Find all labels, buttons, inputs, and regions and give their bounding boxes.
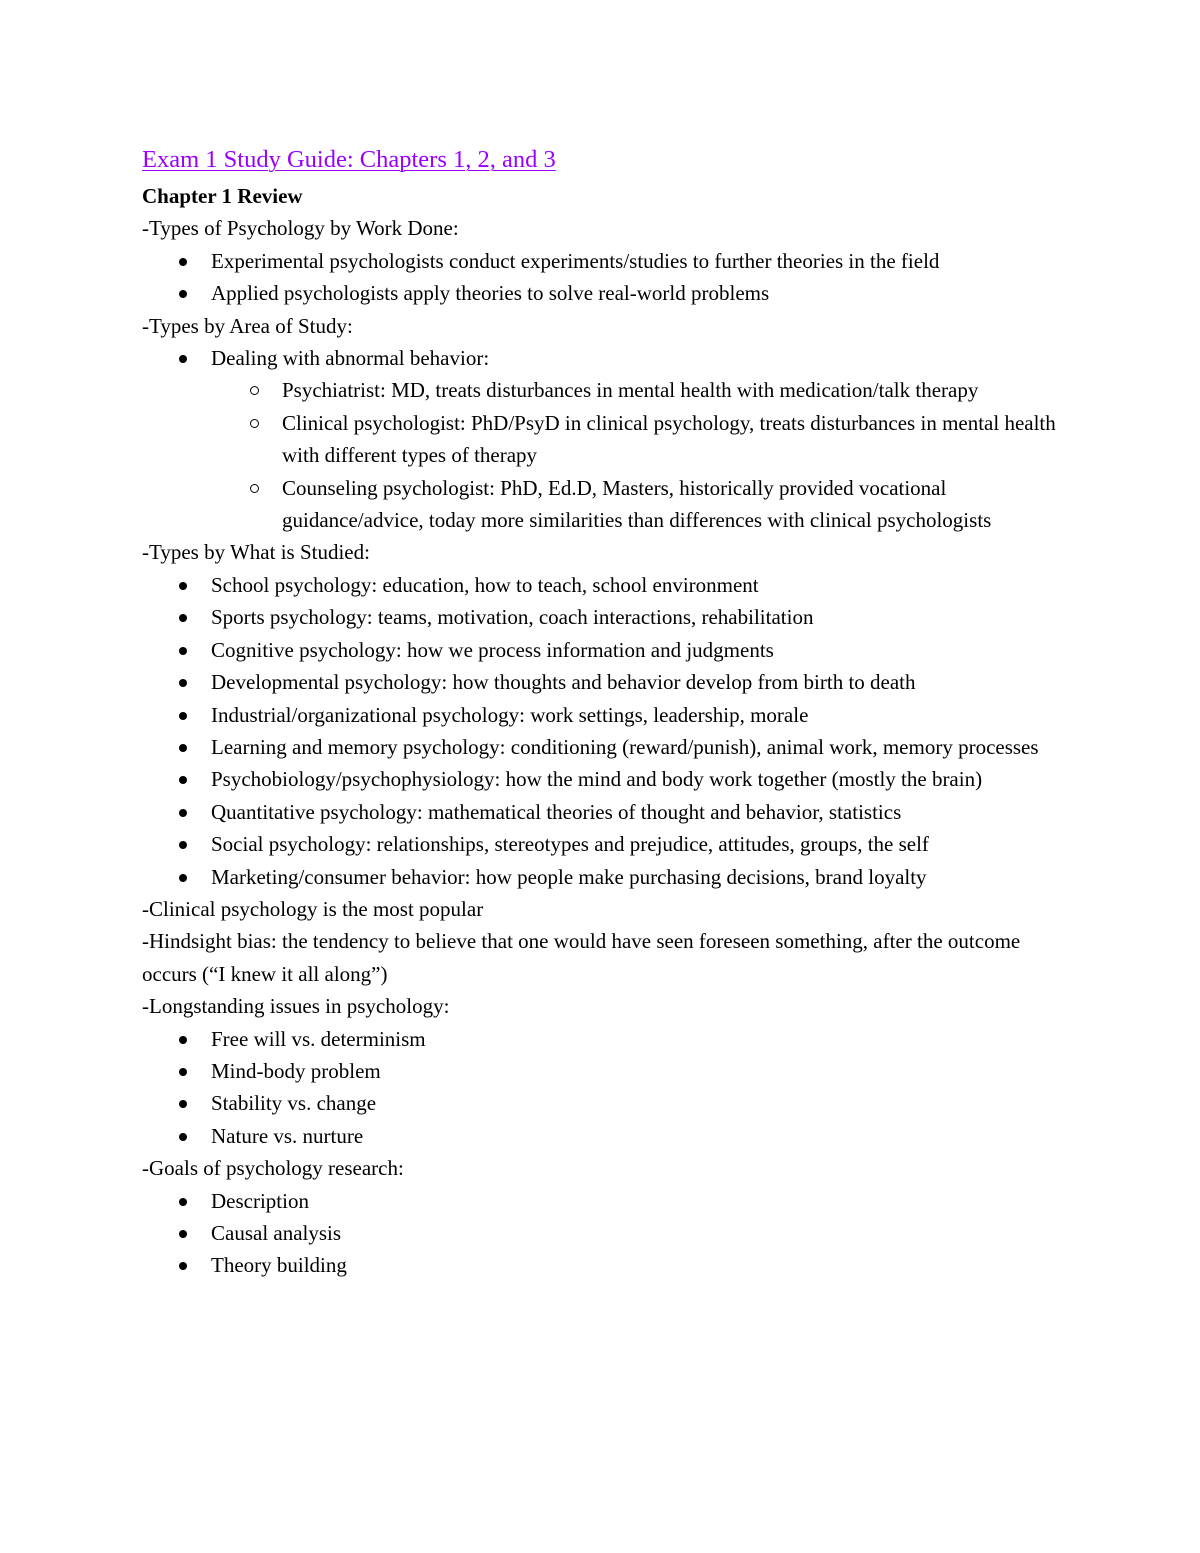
section-heading: -Types by Area of Study: xyxy=(142,313,353,338)
bullet-icon xyxy=(179,1262,187,1270)
list-item-text: Description xyxy=(211,1188,309,1213)
chapter-heading: Chapter 1 Review xyxy=(142,184,303,208)
bullet-icon xyxy=(179,647,187,655)
bullet-list xyxy=(142,1023,1062,1153)
sub-list-item xyxy=(142,407,1062,472)
bullet-icon xyxy=(179,614,187,622)
list-item xyxy=(142,861,1062,893)
list-item-text: Industrial/organizational psychology: work settings, leadership, morale xyxy=(211,702,809,727)
sub-list-item-text: Counseling psychologist: PhD, Ed.D, Masters, historically provided vocational guidance/advice, today more similarities than differences with clinical psychologists xyxy=(282,475,992,533)
bullet-icon xyxy=(179,874,187,882)
list-item-text: Applied psychologists apply theories to solve real-world problems xyxy=(211,281,770,306)
list-item xyxy=(142,1055,1062,1087)
list-item-text: Social psychology: relationships, stereotypes and prejudice, attitudes, groups, the self xyxy=(211,832,929,857)
list-item xyxy=(142,277,1062,309)
sub-list-item-text: Psychiatrist: MD, treats disturbances in mental health with medication/talk therapy xyxy=(282,378,979,403)
list-item-text: Psychobiology/psychophysiology: how the mind and body work together (mostly the brain) xyxy=(211,767,983,792)
bullet-icon xyxy=(179,258,187,266)
list-item-text: Dealing with abnormal behavior: xyxy=(211,346,490,371)
list-item xyxy=(142,763,1062,795)
bullet-icon xyxy=(179,582,187,590)
list-item-text: School psychology: education, how to teach, school environment xyxy=(211,572,759,597)
bullet-list xyxy=(142,342,1062,374)
list-item xyxy=(142,731,1062,763)
list-item xyxy=(142,828,1062,860)
section-heading: -Types by What is Studied: xyxy=(142,540,370,565)
list-item-text: Quantitative psychology: mathematical theories of thought and behavior, statistics xyxy=(211,799,902,824)
list-item xyxy=(142,1023,1062,1055)
list-item-text: Causal analysis xyxy=(211,1221,342,1245)
bullet-icon xyxy=(179,1133,187,1141)
list-item xyxy=(142,796,1062,828)
list-item xyxy=(142,342,1062,374)
document-title[interactable]: Exam 1 Study Guide: Chapters 1, 2, and 3 xyxy=(142,146,556,173)
section-heading: -Hindsight bias: the tendency to believe that one would have seen foreseen something, after the outcome occurs (“I knew it all along”) xyxy=(142,929,1021,986)
hollow-bullet-icon xyxy=(250,484,259,493)
list-item xyxy=(142,569,1062,601)
hollow-bullet-icon xyxy=(250,386,259,395)
sub-list-item-text: Clinical psychologist: PhD/PsyD in clinical psychology, treats disturbances in mental health with different types of therapy xyxy=(282,410,1056,468)
list-item xyxy=(142,601,1062,633)
list-item xyxy=(142,1087,1062,1119)
section-heading: -Types of Psychology by Work Done: xyxy=(142,216,459,241)
list-item xyxy=(142,1120,1062,1152)
list-item-text: Developmental psychology: how thoughts and behavior develop from birth to death xyxy=(211,670,916,695)
bullet-icon xyxy=(179,1100,187,1108)
bullet-list xyxy=(142,569,1062,893)
hollow-bullet-icon xyxy=(250,419,259,428)
list-item xyxy=(142,699,1062,731)
bullet-icon xyxy=(179,744,187,752)
bullet-icon xyxy=(179,290,187,298)
list-item xyxy=(142,1217,1062,1249)
list-item-text: Free will vs. determinism xyxy=(211,1026,426,1051)
list-item-text: Stability vs. change xyxy=(211,1091,377,1116)
list-item xyxy=(142,1249,1062,1281)
bullet-icon xyxy=(179,841,187,849)
list-item xyxy=(142,1185,1062,1217)
bullet-icon xyxy=(179,1198,187,1206)
list-item-text: Experimental psychologists conduct experiments/studies to further theories in the field xyxy=(211,248,940,273)
sub-bullet-list xyxy=(142,374,1062,536)
bullet-icon xyxy=(179,776,187,784)
bullet-icon xyxy=(179,1036,187,1044)
list-item-text: Mind-body problem xyxy=(211,1058,381,1083)
list-item-text: Sports psychology: teams, motivation, coach interactions, rehabilitation xyxy=(211,605,814,630)
section-heading: -Goals of psychology research: xyxy=(142,1156,404,1181)
section-heading: -Longstanding issues in psychology: xyxy=(142,994,450,1019)
bullet-icon xyxy=(179,679,187,687)
bullet-list xyxy=(142,1185,1062,1282)
list-item-text: Cognitive psychology: how we process information and judgments xyxy=(211,637,774,662)
list-item-text: Marketing/consumer behavior: how people make purchasing decisions, brand loyalty xyxy=(211,864,927,889)
section-heading: -Clinical psychology is the most popular xyxy=(142,896,484,921)
list-item xyxy=(142,634,1062,666)
bullet-list xyxy=(142,245,1062,310)
list-item xyxy=(142,666,1062,698)
bullet-icon xyxy=(179,355,187,363)
list-item-text: Nature vs. nurture xyxy=(211,1123,364,1148)
document-page xyxy=(142,142,1062,1282)
bullet-icon xyxy=(179,1230,187,1238)
list-item xyxy=(142,245,1062,277)
bullet-icon xyxy=(179,1068,187,1076)
bullet-icon xyxy=(179,809,187,817)
list-item-text: Learning and memory psychology: conditioning (reward/punish), animal work, memory processes xyxy=(211,734,1039,759)
bullet-icon xyxy=(179,712,187,720)
sub-list-item xyxy=(142,472,1062,537)
sub-list-item xyxy=(142,374,1062,406)
list-item-text: Theory building xyxy=(211,1253,347,1278)
